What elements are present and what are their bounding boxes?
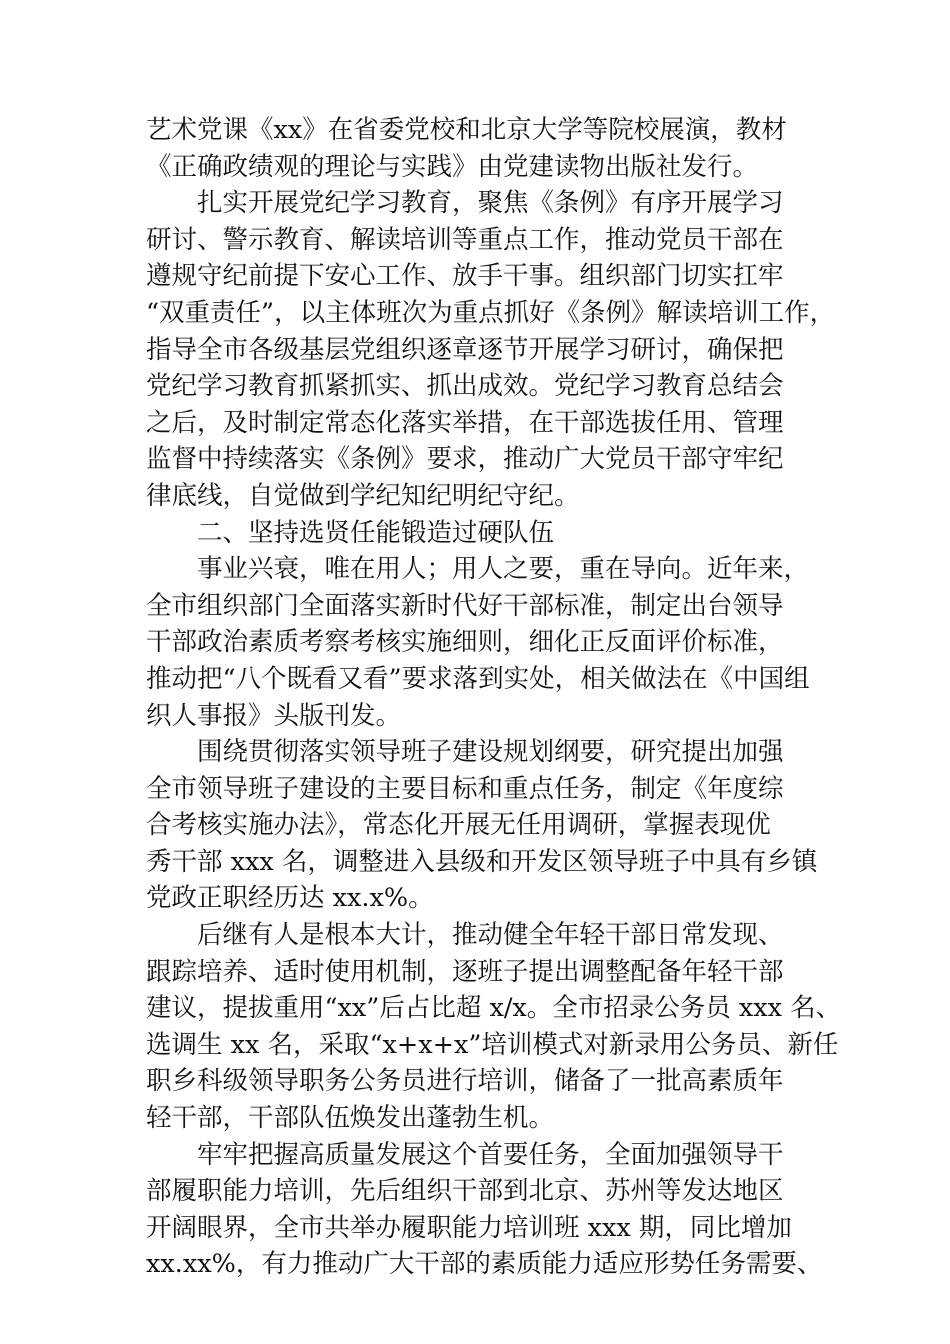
text-line: 围绕贯彻落实领导班子建设规划纲要，研究提出加强: [197, 737, 784, 768]
text-line: 后继有人是根本大计，推动健全年轻干部日常发现、: [197, 920, 784, 951]
paragraph-party-discipline: [146, 185, 836, 514]
paragraph-young-cadres: [146, 917, 842, 1137]
text-line: 推动把“八个既看又看”要求落到实处，相关做法在《中国组: [146, 663, 810, 694]
text-line: 干部政治素质考察考核实施细则，细化正反面评价标准，: [146, 627, 784, 658]
text-line: 艺术党课《xx》在省委党校和北京大学等院校展演，教材: [146, 115, 787, 145]
text-line: 律底线，自觉做到学纪知纪明纪守纪。: [146, 480, 580, 511]
text-line: 事业兴衰，唯在用人；用人之要，重在导向。近年来，: [197, 554, 810, 585]
text-line: 部履职能力培训，先后组织干部到北京、苏州等发达地区: [146, 1176, 784, 1207]
text-line: 选调生 xx 名，采取“x+x+x”培训模式对新录用公务员、新任: [146, 1029, 839, 1060]
text-line: 指导全市各级基层党组织逐章逐节开展学习研讨，确保把: [146, 334, 784, 365]
text-line: 遵规守纪前提下安心工作、放手干事。组织部门切实扛牢: [146, 261, 784, 292]
section-heading: 二、坚持选贤任能锻造过硬队伍: [197, 517, 555, 548]
text-line: 牢牢把握高质量发展这个首要任务，全面加强领导干: [197, 1139, 784, 1170]
text-line: 全市领导班子建设的主要目标和重点任务，制定《年度综: [146, 773, 784, 804]
text-line: 全市组织部门全面落实新时代好干部标准，制定出台领导: [146, 590, 784, 621]
text-line: 党政正职经历达 xx.x%。: [146, 883, 434, 914]
paragraph-cadre-standards: [146, 551, 836, 734]
text-line: 织人事报》头版刊发。: [146, 700, 402, 731]
text-line: 党纪学习教育抓紧抓实、抓出成效。党纪学习教育总结会: [146, 371, 784, 402]
text-line: 开阔眼界，全市共举办履职能力培训班 xxx 期，同比增加: [146, 1212, 792, 1243]
text-line: 轻干部，干部队伍焕发出蓬勃生机。: [146, 1103, 555, 1134]
text-line: xx.xx%，有力推动广大干部的素质能力适应形势任务需要、: [146, 1249, 823, 1280]
text-line: 跟踪培养、适时使用机制，逐班子提出调整配备年轻干部: [146, 956, 784, 987]
text-line: 研讨、警示教育、解读培训等重点工作，推动党员干部在: [146, 224, 784, 255]
text-line: 合考核实施办法》，常态化开展无任用调研，掌握表现优: [146, 810, 771, 841]
text-line: 建议，提拔重用“xx”后占比超 x/x。全市招录公务员 xxx 名、: [146, 993, 842, 1024]
paragraph-leadership-teams: [146, 734, 836, 917]
text-line: “双重责任”，以主体班次为重点抓好《条例》解读培训工作，: [146, 297, 836, 328]
text-line: 秀干部 xxx 名，调整进入县级和开发区领导班子中具有乡镇: [146, 846, 818, 877]
paragraph-continuation: [146, 112, 836, 185]
text-line: 之后，及时制定常态化落实举措，在干部选拔任用、管理: [146, 407, 784, 438]
text-line: 职乡科级领导职务公务员进行培训，储备了一批高素质年: [146, 1066, 784, 1097]
document-body: [146, 112, 842, 1283]
text-line: 扎实开展党纪学习教育，聚焦《条例》有序开展学习: [197, 188, 784, 219]
paragraph-capacity-training: [146, 1137, 836, 1283]
text-line: 《正确政绩观的理论与实践》由党建读物出版社发行。: [146, 151, 759, 182]
text-line: 监督中持续落实《条例》要求，推动广大党员干部守牢纪: [146, 444, 784, 475]
